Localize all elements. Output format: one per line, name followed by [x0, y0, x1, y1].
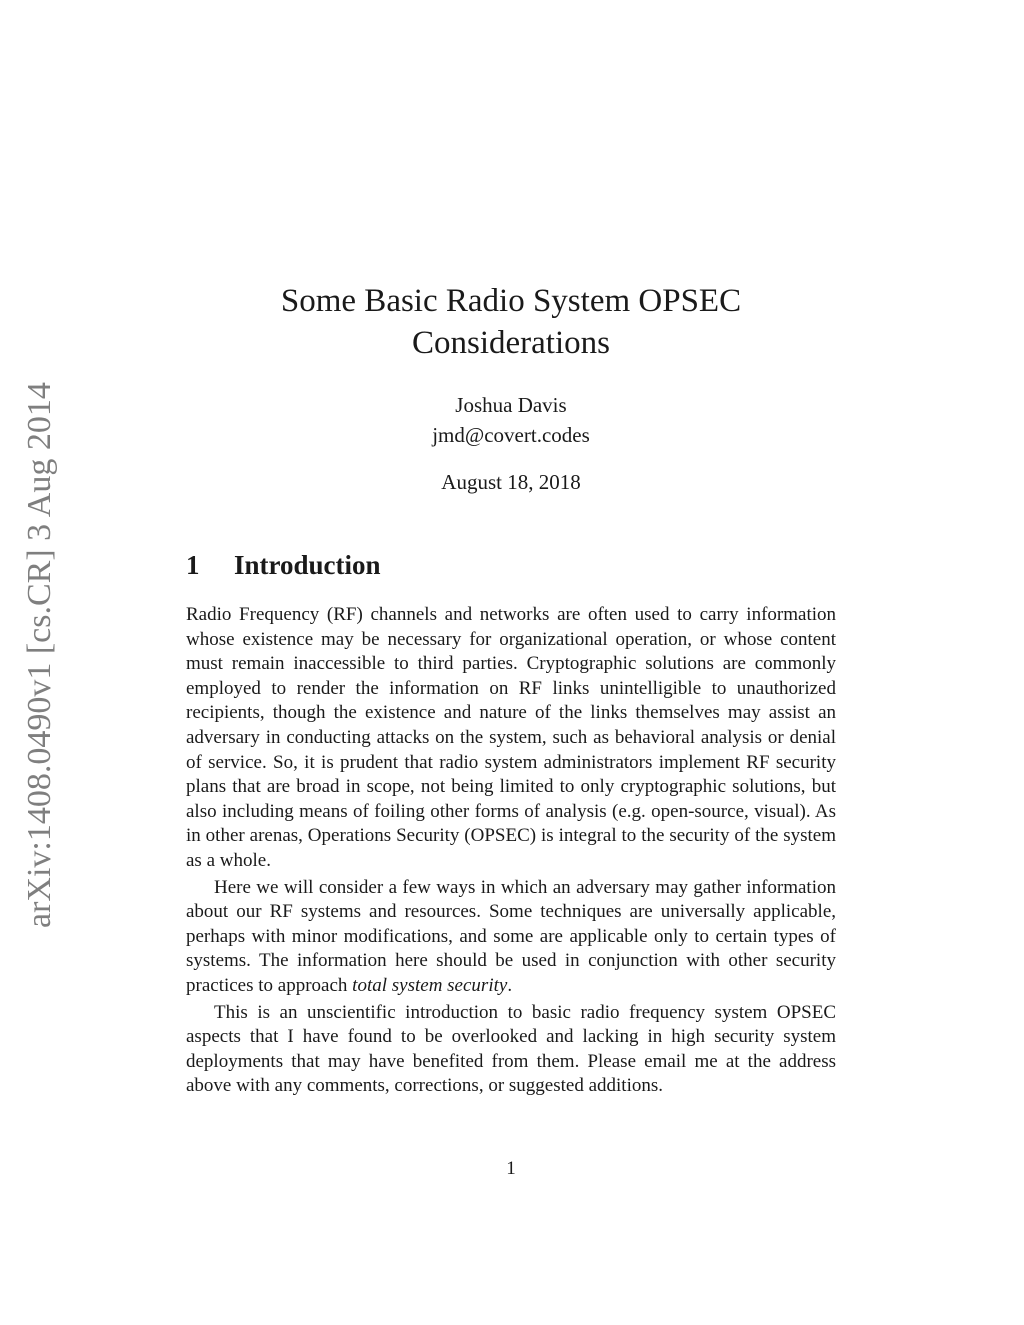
section-number: 1	[186, 550, 200, 580]
paragraph-3: This is an unscientific introduction to basic radio frequency system OPSEC aspects that I have found to be overlooked and lacking in high security system deployments that may have benefited from them. Please email me at the address above with any comments, corrections, or suggested additions.	[186, 1001, 836, 1097]
paragraph-1: Radio Frequency (RF) channels and networks are often used to carry information whose existence may be necessary for organizational operation, or whose content must remain inaccessible to third parties. Cryptographic solutions are commonly employed to render the information on RF links unintelligible to unauthorized recipients, though the existence and nature of the links themselves may assist an adversary in conducting attacks on the system, such as behavioral analysis or denial of service. So, it is prudent that radio system administrators implement RF security plans that are broad in scope, not being limited to only cryptographic solutions, but also including means of foiling other forms of analysis (e.g. open-source, visual). As in other arenas, Operations Security (OPSEC) is integral to the security of the system as a whole.	[186, 604, 836, 871]
author-name: Joshua Davis	[455, 393, 567, 417]
section-body	[186, 603, 836, 1099]
paragraph-2	[186, 876, 836, 999]
section-heading	[186, 550, 381, 581]
paper-date: August 18, 2018	[441, 470, 581, 494]
page-number: 1	[506, 1158, 516, 1179]
paragraph-2-end: .	[507, 974, 513, 996]
arxiv-identifier: arXiv:1408.0490v1 [cs.CR] 3 Aug 2014	[21, 382, 58, 928]
section-title: Introduction	[234, 550, 381, 580]
paragraph-2-emphasis: total system security	[352, 974, 508, 996]
paper-title: Some Basic Radio System OPSEC Considerations	[280, 283, 742, 361]
author-email: jmd@covert.codes	[432, 423, 590, 447]
paragraph-2-text: Here we will consider a few ways in which an adversary may gather information about our RF systems and resources. Some techniques are universally applicable, perhaps with minor modifications, and some are applicable only to certain types of systems. The information here should be used in conjunction with other security practices to approach	[186, 876, 836, 996]
